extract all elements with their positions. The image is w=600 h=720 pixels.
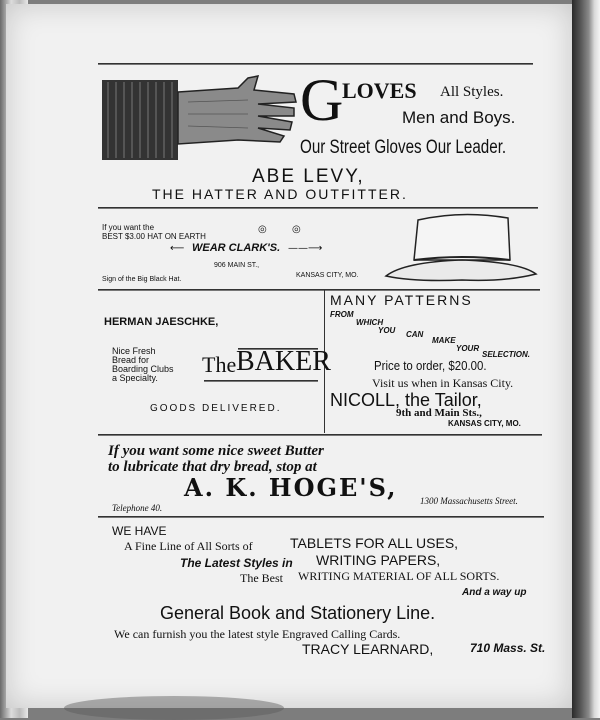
gloves-title: LOVES	[342, 78, 417, 103]
rule-5	[98, 516, 544, 518]
gloves-slogan: Our Street Gloves Our Leader.	[300, 137, 507, 158]
baker-logo-the: The	[202, 352, 237, 377]
stationery-line5: General Book and Stationery Line.	[160, 603, 436, 623]
hat-city: KANSAS CITY, MO.	[296, 272, 359, 279]
hat-sign: Sign of the Big Black Hat.	[102, 276, 182, 283]
baker-desc2: Bread for	[112, 355, 150, 365]
hat-line2: BEST $3.00 HAT ON EARTH	[102, 232, 206, 241]
tailor-price: Price to order, $20.00.	[374, 358, 487, 373]
stationery-line7b: 710 Mass. St.	[470, 641, 546, 655]
arrow-left-icon: ⟵	[170, 243, 185, 254]
rule-4	[98, 434, 542, 436]
stationery-line6: We can furnish you the latest style Engraved Calling Cards.	[114, 627, 401, 641]
gloves-initial: G	[300, 67, 344, 133]
tailor-word-your: YOUR	[456, 344, 480, 353]
hat-address: 906 MAIN ST.,	[214, 262, 260, 269]
tailor-street: 9th and Main Sts.,	[396, 407, 482, 419]
tailor-word-make: MAKE	[432, 336, 456, 345]
circle-icon: ◎	[292, 224, 301, 235]
baker-logo-rule	[238, 348, 318, 350]
baker-delivered: GOODS DELIVERED.	[150, 403, 282, 414]
butter-phone: Telephone 40.	[112, 503, 163, 513]
tailor-visit: Visit us when in Kansas City.	[372, 376, 514, 390]
stationery-line2a: The Latest Styles in	[180, 556, 293, 570]
stationery-line2b: WRITING PAPERS,	[316, 552, 441, 568]
tailor-word-which: WHICH	[356, 318, 384, 327]
stationery-we-have: WE HAVE	[112, 524, 167, 538]
butter-line1: If you want some nice sweet Butter	[108, 443, 324, 459]
tailor-city: KANSAS CITY, MO.	[448, 419, 521, 428]
tailor-word-selection: SELECTION.	[482, 350, 531, 359]
tailor-word-you: YOU	[378, 326, 396, 335]
rule-2	[98, 207, 538, 209]
hat-line1: If you want the	[102, 223, 155, 232]
stationery-line3b: WRITING MATERIAL OF ALL SORTS.	[298, 569, 500, 583]
hat-wear: WEAR CLARK'S.	[192, 242, 281, 254]
rule-3	[98, 289, 540, 291]
baker-logo-rule	[204, 380, 318, 382]
circle-icon: ◎	[258, 224, 267, 235]
baker-name: HERMAN JAESCHKE,	[104, 316, 219, 328]
baker-desc3: Boarding Clubs	[112, 364, 174, 374]
stationery-line7a: TRACY LEARNARD,	[302, 641, 434, 657]
stationery-line1a: A Fine Line of All Sorts of	[124, 539, 253, 553]
gloves-men-boys: Men and Boys.	[402, 108, 516, 127]
butter-address: 1300 Massachusetts Street.	[420, 496, 518, 506]
stationery-line3a: The Best	[240, 571, 283, 585]
stationery-line1b: TABLETS FOR ALL USES,	[290, 535, 459, 551]
gloves-all-styles: All Styles.	[440, 84, 504, 100]
thumb-shadow	[64, 696, 284, 720]
tailor-word-can: CAN	[406, 330, 424, 339]
butter-line2: to lubricate that dry bread, stop at	[108, 459, 317, 475]
tailor-heading: MANY PATTERNS	[330, 292, 473, 308]
tailor-word-from: FROM	[330, 310, 354, 319]
top-rule	[98, 63, 533, 65]
baker-logo: BAKER	[236, 346, 331, 377]
arrow-right-icon: ——⟶	[288, 243, 323, 254]
gloves-trade: THE HATTER AND OUTFITTER.	[152, 186, 408, 202]
stationery-line4: And a way up	[462, 587, 527, 598]
baker-desc1: Nice Fresh	[112, 346, 156, 356]
baker-desc4: a Specialty.	[112, 373, 158, 383]
hat-icon	[384, 210, 540, 284]
book-edge	[572, 0, 600, 718]
tailor-name: NICOLL, the Tailor,	[330, 390, 482, 410]
glove-icon	[98, 74, 298, 164]
gloves-merchant: ABE LEVY,	[252, 166, 365, 187]
butter-name: A. K. HOGE'S,	[184, 473, 398, 502]
